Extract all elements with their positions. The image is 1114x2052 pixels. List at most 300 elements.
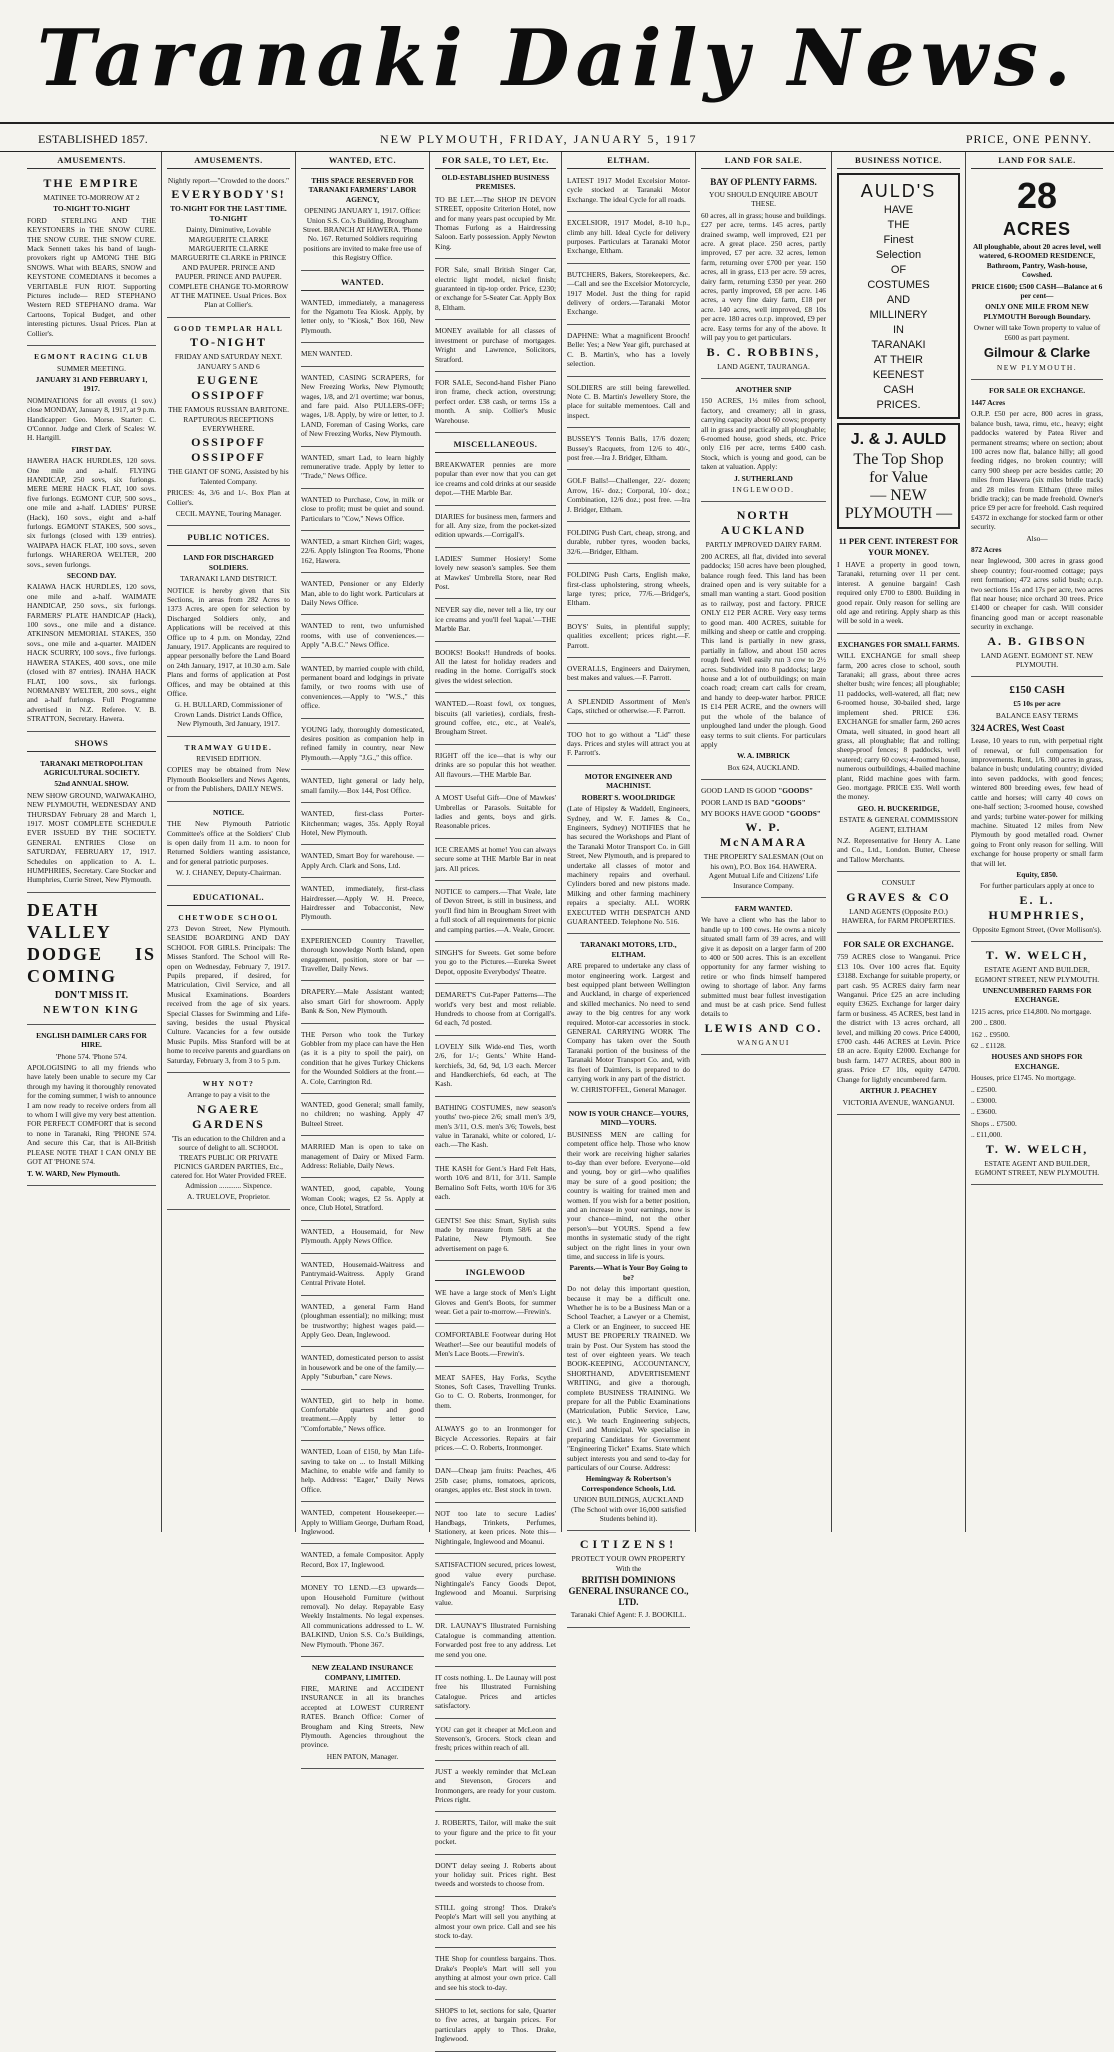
classified-ad-text: WANTED, a smart Kitchen Girl; wages, 22/6. Apply Islington Tea Rooms, 'Phone 162, Hawera.	[301, 536, 424, 565]
acres324-title: 324 ACRES, West Coast	[971, 723, 1065, 734]
gibson-title: FOR SALE OR EXCHANGE.	[988, 386, 1086, 396]
classified-ad-text: DEMARET'S Cut-Paper Patterns—The world's very best and most reliable. Hundreds to choose from at Corrigall's. 6d each, 7d posted.	[435, 990, 556, 1028]
lewis-name: LEWIS AND CO.	[704, 1020, 823, 1035]
motor-engineer-name: ROBERT S. WOOLDRIDGE	[581, 792, 676, 802]
classified-ad	[435, 323, 556, 372]
classified-ad-text: YOUNG lady, thoroughly domesticated, desires position as companion help in refined family in country, near New Plymouth.—Apply "J.G.," this office.	[301, 724, 424, 762]
baritone-line: THE FAMOUS RUSSIAN BARITONE. RAPTUROUS RECEPTIONS EVERYWHERE.	[168, 405, 289, 433]
classified-ad	[301, 576, 424, 615]
aulds-line: THE	[887, 219, 910, 231]
classified-ad	[435, 1722, 556, 1761]
classified-ad-text: WANTED, Loan of £150, by Man Life-saving to take on ... to Install Milking Machine, to enable wife and family to help. Address: "Eager," Daily News Office.	[301, 1447, 424, 1494]
farmers-labor-body: OPENING JANUARY 1, 1917. Office: Union S.S. Co.'s Building, Brougham Street. BRANCH AT HAWERA. 'Phone No. 167. Returned Soldiers requiring positions are invited to make free use of this Registry Office.	[302, 206, 423, 263]
classified-ad	[301, 661, 424, 719]
column-header: LAND FOR SALE.	[971, 152, 1103, 169]
classified-ad	[435, 1764, 556, 1813]
classified-ad-text: A SPLENDID Assortment of Men's Caps, stitched or otherwise.—F. Parrott.	[567, 696, 690, 716]
classified-ad-text: WANTED, CASING SCRAPERS, for New Freezing Works, New Plymouth; wages, 1/8, and 2/1 overtime; war bonus, and fare paid. Also PULLERS-OFF; wages, 1/8. Apply, by wire or letter, to J. LAND, Foreman of Casing Works, care of New Freezing Works, New Plymouth.	[301, 372, 424, 439]
cash150-sub: £5 10s per acre	[1013, 699, 1061, 709]
aulds-line: Finest	[883, 234, 914, 246]
newton-king: NEWTON KING	[43, 1004, 140, 1016]
aulds-ad	[837, 173, 960, 419]
racing-title: EGMONT RACING CLUB	[34, 352, 149, 362]
classified-ad	[435, 1421, 556, 1460]
aulds-line: OF	[890, 264, 907, 276]
classified-ad	[301, 1027, 424, 1094]
classified-ad	[435, 1213, 556, 1262]
tramway-title: TRAMWAY GUIDE.	[184, 742, 273, 752]
classified-ad	[435, 1900, 556, 1949]
motor-engineer-body: (Late of Hipsley & Waddell, Engineers, Sydney, and W. F. James & Co., Engineers, Sydney) NOTIFIES that he has secured the Workshops and Plant of the Taranaki Motor Transport Co. in Gill Street, New Plymouth, and is prepared to undertake all classes of motor and machinery repairs and overhaul. Cylinders bored and new pistons made. Milking and other farming machinery repairs a specialty. ALL WORK EXECUTED WITH DESPATCH AND GUARANTEED. Telephone No. 516.	[567, 804, 690, 926]
show-ad	[27, 756, 156, 893]
land-soldiers-body: NOTICE is hereby given that Six Sections, in areas from 282 Acres to 1373 Acres, are open for selection by Discharged Soldiers only, and Applications will be received at this Office up to 4 p.m. on Monday, 22nd January, 1917. Applicants are required to appear personally before the Land Board on 24th January, 1917, at 10.30 a.m. Sale Plans and forms of application at Post Offices, and may be obtained at this Office.	[167, 585, 290, 699]
chetwode-title: CHETWODE SCHOOL	[178, 912, 279, 922]
classified-ad-text: FOLDING Push Carts, English make, first-class upholstering, strong wheels, large tyres; price, 77/6.—Bridger's, Eltham.	[567, 570, 690, 608]
buckeridge-body: N.Z. Representative for Henry A. Lane and Co., Ltd., London. Butter, Cheese and Tallow Merchants.	[837, 835, 960, 864]
classified-ad-text: WANTED, domesticated person to assist in housework and be one of the family.—Apply "Suburban," care News.	[301, 1353, 424, 1382]
classified-ad-text: DIARIES for business men, farmers and for all. Any size, from the pocket-sized edition upwards.—Corrigall's.	[435, 511, 556, 540]
classified-ad	[435, 1285, 556, 1324]
taranaki-motors-body: ARE prepared to undertake any class of motor engineering work. Largest and best equipped plant between Wellington and Auckland, in charge of experienced and skilled mechanics. No need to send away to the big centres for any work required. Motor-car accessories in stock. GENERAL CARRYING WORK The Company has taken over the South Taranaki portion of the business of the Taranaki Motor Transport Co. and, with its fleet of Daimlers, is prepared to do carrying work in any part of the district.	[567, 961, 690, 1084]
classified-ad-text: BUTCHERS, Bakers, Storekeepers, &c. —Call and see the Excelsior Motorcycle, 1917 Model. Just the thing for rapid delivery of orders.—Taranaki Motor Exchange.	[567, 269, 690, 317]
classified-ad-text: THE Shop for countless bargains. Thos. Drake's People's Mart will sell you anything at almost your own price. Call and see his stock to-day.	[435, 1954, 556, 1992]
aulds-line: PRICES.	[876, 399, 921, 411]
classified-ad-text: WANTED, Pensioner or any Elderly Man, able to do light work. Particulars at Daily News Office.	[301, 579, 424, 607]
classified-ad	[435, 1039, 556, 1097]
show-body: NEW SHOW GROUND, WAIWAKAIHO, NEW PLYMOUTH, WEDNESDAY AND THURSDAY February 28 and March 1, 1917. MOST COMPLETE SCHEDULE EVER ISSUED BY THE SOCIETY. GENERAL ENTRIES Close on SATURDAY, FEBRUARY 17, 1917. Schedules on application to A. L. HUMPHRIES, Secretary. Care Stocker and Humphries, Currie Street, New Plymouth.	[27, 790, 156, 885]
ngaere-intro: Arrange to pay a visit to the	[187, 1090, 270, 1100]
first-day-label: FIRST DAY.	[71, 444, 112, 454]
sutherland-sub: INGLEWOOD.	[732, 484, 795, 494]
cash150-title: £150 CASH	[1009, 684, 1065, 697]
also-label: Also—	[1026, 533, 1048, 543]
classified-ad-text: WANTED, a Housemaid, for New Plymouth. Apply News Office.	[301, 1226, 424, 1246]
motor-engineer-title: MOTOR ENGINEER AND MACHINIST.	[584, 771, 673, 791]
classified-ad	[435, 987, 556, 1036]
eltham-list	[567, 173, 690, 766]
column-header: AMUSEMENTS.	[27, 152, 156, 169]
classified-ad-text: A MOST Useful Gift—One of Mawkes' Umbrellas or Parasols. Suitable for ladies and gents, boys and girls. Reasonable prices.	[435, 793, 556, 831]
ossipoff-ad	[167, 321, 290, 526]
price-row: .. £11,000.	[971, 1130, 1003, 1140]
aulds-line: KEENEST	[872, 369, 925, 381]
educational-header: EDUCATIONAL.	[167, 889, 290, 906]
classified-ad-text: WANTED, Smart Boy for warehouse. —Apply Arch. Clark and Sons, Ltd.	[301, 851, 424, 870]
classified-ad-text: WANTED to Purchase, Cow, in milk or close to profit; must be quiet and sound. Particulars to "Cow," News Office.	[301, 494, 424, 523]
acres872-label: 872 Acres	[971, 544, 1002, 554]
goods-ad	[701, 783, 826, 898]
houses-title: HOUSES AND SHOPS FOR EXCHANGE.	[991, 1052, 1083, 1071]
classified-ad-text: WANTED, immediately, a manageress for the Ngamotu Tea Kiosk. Apply, by letter only, to "Kiosk," Box 160, New Plymouth.	[301, 297, 424, 335]
classified-ad	[567, 727, 690, 766]
classified-ad-text: LADIES' Summer Hosiery! Some lovely new season's samples. See them at Mawkes' Umbrella Store, near Red Post.	[435, 553, 556, 591]
jj-auld-ad	[837, 423, 960, 529]
another-snip-ad	[701, 382, 826, 502]
land-soldiers-signature: G. H. BULLARD, Commissioner of Crown Lands. District Lands Office, New Plymouth, 3rd January, 1917.	[174, 700, 283, 729]
chetwode-ad	[167, 910, 290, 1074]
classified-ad-text: YOU can get it cheaper at McLeon and Stevenson's, Grocers. Stock clean and fresh; prices within reach of all.	[435, 1724, 556, 1753]
classified-ad-text: FOR Sale, small British Singer Car, electric light model, nickel finish; guaranteed in tip-top order. Price, £230; or exchange for 5-Seater Car. Apply Box 8, Eltham.	[435, 265, 556, 312]
daimler-signature: T. W. WARD, New Plymouth.	[27, 1168, 120, 1178]
giant-of-song: THE GIANT OF SONG, Assisted by his Talented Company.	[168, 467, 289, 486]
column-eltham	[562, 152, 696, 1620]
patriotic-notice	[167, 805, 290, 886]
unencumbered-title: UNENCUMBERED FARMS FOR EXCHANGE.	[982, 985, 1092, 1005]
graves-ad	[837, 875, 960, 933]
established-label: ESTABLISHED 1857.	[38, 132, 148, 146]
classified-ad	[435, 645, 556, 694]
aulds-line: IN	[893, 324, 904, 336]
racing-sub: SUMMER MEETING.	[57, 363, 126, 373]
acres28-price: PRICE £1600; £500 CASH—Balance at 6 per cent—	[971, 281, 1103, 301]
column-header: AMUSEMENTS.	[167, 152, 290, 169]
show-title: TARANAKI METROPOLITAN AGRICULTURAL SOCIETY.	[40, 758, 143, 777]
show-sub: 52nd ANNUAL SHOW.	[54, 779, 129, 789]
classified-ad-text: MEAT SAFES, Hay Forks, Scythe Stones, Soft Cases, Travelling Trunks. Go to C. O. Roberts, Ironmonger, for them.	[435, 1372, 556, 1410]
classified-ad-text: BOOKS! Books!! Hundreds of books. All the latest for holiday readers and reading in the home. Corrigall's stock gives the widest selection.	[435, 647, 556, 685]
for-sale-list	[435, 192, 556, 433]
classified-ad-text: WANTED, first-class Porter-Kitchenman; wages, 35s. Apply Royal Hotel, New Plymouth.	[301, 809, 424, 837]
nz-insurance-signature: HEN PATON, Manager.	[326, 1751, 399, 1761]
templar-hall: GOOD TEMPLAR HALL	[173, 323, 284, 333]
classified-ad	[567, 661, 690, 691]
classified-ad	[301, 1257, 424, 1296]
ngaere-ad	[167, 1076, 290, 1210]
classified-ad	[435, 790, 556, 839]
masthead	[0, 0, 1114, 122]
column-amusements-2	[162, 152, 296, 1532]
notice-signature: W. J. CHANEY, Deputy-Chairman.	[175, 868, 282, 878]
classified-ad-text: WANTED.—Roast fowl, ox tongues, biscuits (all varieties), cordials, fresh-ground coffee, etc., etc., at Veale's, Brougham Street.	[435, 699, 556, 737]
acres28-ad	[971, 173, 1103, 380]
farmers-labor-ad	[301, 173, 424, 271]
correspondence-school-ad	[567, 1106, 690, 1531]
hemingway-title: Hemingway & Robertson's Correspondence Schools, Ltd.	[581, 1474, 676, 1493]
peachey-name: ARTHUR J. PEACHEY	[859, 1086, 938, 1096]
goods-row-3: MY BOOKS HAVE GOOD "GOODS"	[701, 808, 821, 818]
robbins-name: B. C. ROBBINS,	[706, 344, 821, 359]
classified-ad	[301, 1181, 424, 1220]
classified-ad-text: SATISFACTION secured, prices lowest, good value every purchase. Nightingale's Fancy Goods Depot, Inglewood and Moanui. Surprising value.	[435, 1560, 556, 1607]
empire-ad	[27, 173, 156, 346]
farm-wanted-body: We have a client who has the labor to handle up to 100 cows. He owns a nicely situated small farm of 39 acres, and will give it as deposit on a larger farm of 200 to 400 or 500 acres. This is an excellent opportunity for any farmer wishing to retire or who finds himself hampered owing to shortage of labor. Any farms submitted must bear fullest investigation and must be at cash price. Send fullest details to	[701, 915, 826, 1019]
classified-ad	[435, 1463, 556, 1502]
classified-ad-text: WE have a large stock of Men's Light Gloves and Gent's Boots, for summer wear. Get a pair to-morrow.—Frewin's.	[435, 1288, 556, 1316]
empire-matinee: MATINEE TO-MORROW AT 2	[43, 193, 140, 202]
column-header: ELTHAM.	[567, 152, 690, 169]
classified-ad-text: DRAPERY.—Male Assistant wanted; also smart Girl for showroom. Apply Bank & Son, New Plymouth.	[301, 987, 424, 1016]
classified-ad-text: SINGH'S for Sweets. Get some before you go to the Pictures.—Eureka Sweet Depot, opposite Everybodys' Theatre.	[435, 947, 556, 976]
humphries-sub: Opposite Egmont Street, (Over Mollison's).	[972, 924, 1102, 934]
classified-ad	[435, 696, 556, 745]
classified-ad-text: TOO hot to go without a "Lid" these days. Prices and styles will attract you at F. Parrott's.	[567, 729, 690, 758]
classified-ad	[435, 551, 556, 600]
classified-ad-text: WANTED, light general or lady help, small family.—Box 144, Post Office.	[301, 776, 424, 795]
classified-ad-text: DR. LAUNAY'S Illustrated Furnishing Catalogue is commanding attention. Forwarded post free to any address. Let me send you one.	[435, 1621, 556, 1659]
jj-auld-title: J. & J. AULD	[850, 431, 947, 448]
business-premises-title: OLD-ESTABLISHED BUSINESS PREMISES.	[441, 173, 550, 192]
classified-ad	[301, 881, 424, 930]
classified-ad	[301, 933, 424, 982]
bdgi-title: BRITISH DOMINIONS GENERAL INSURANCE CO., LTD.	[568, 1575, 689, 1608]
column-for-sale	[430, 152, 562, 2044]
classified-ad	[435, 509, 556, 548]
classified-ad	[301, 295, 424, 344]
farmers-labor-title: THIS SPACE RESERVED FOR TARANAKI FARMERS' LABOR AGENCY,	[308, 176, 417, 204]
classified-ad-text: WANTED, a general Farm Hand (ploughman essential); no milking; must be trustworthy; highest wages paid.—Apply Geo. Dean, Inglewood.	[301, 1301, 424, 1339]
notice-title: NOTICE.	[212, 807, 244, 817]
gibson-sub: LAND AGENT. EGMONT ST. NEW PLYMOUTH.	[980, 650, 1094, 670]
land-soldiers-ad	[167, 550, 290, 736]
aulds-line: TARANAKI	[871, 339, 926, 351]
interest-ad	[837, 533, 960, 634]
second-day-label: SECOND DAY.	[66, 571, 117, 581]
classified-ad-text: MONEY available for all classes of investment or purchase of mortgages. Wright and Lawrence, Solicitors, Stratford.	[435, 326, 556, 364]
motor-engineer-ad	[567, 769, 690, 935]
classified-ad-text: RIGHT off the ice—that is why our drinks are so popular this hot weather. All flavours.—THE Marble Bar.	[435, 750, 556, 779]
wanted-header: WANTED.	[301, 274, 424, 291]
column-amusements-1	[22, 152, 162, 1532]
classified-ad-text: COMFORTABLE Footwear during Hot Weather!—See our beautiful models of Men's Lace Boots.—Frewin's.	[435, 1330, 556, 1359]
classified-ad	[435, 375, 556, 433]
humphries-name: E. L. HUMPHRIES,	[988, 892, 1086, 922]
classified-ad	[435, 1161, 556, 1210]
classified-ad-text: THE Person who took the Turkey Gobbler from my place can have the Hen (as it is a pity to spoil the pair), on condition that he gives Turkey Chickens for the Wounded Soldiers at the front.—A. Cole, Carrington Rd.	[301, 1029, 424, 1086]
column-land-for-sale-2	[966, 152, 1108, 1532]
classified-ad-text: WANTED, Housemaid-Waitress and Pantrymaid-Waitress. Apply Grand Central Private Hotel.	[301, 1259, 424, 1288]
imbrick-name: W. A. IMBRICK	[736, 751, 791, 761]
classified-ad	[435, 1506, 556, 1555]
classified-ad	[301, 346, 424, 366]
aulds-title: AULD'S	[860, 181, 937, 201]
north-auckland-ad	[701, 505, 826, 780]
bop-intro: YOU SHOULD ENQUIRE ABOUT THESE.	[708, 190, 818, 209]
column-header: BUSINESS NOTICE.	[837, 152, 960, 169]
aulds-line: AT THEIR	[874, 354, 923, 366]
classified-ad	[435, 945, 556, 984]
classified-ad-text: THE KASH for Gent.'s Hard Felt Hats, worth 10/6 and 8/11, for 3/11. Sample Bernalino Soft Felts, worth 10/6 for 3/6 each.	[435, 1163, 556, 1202]
shows-header: SHOWS	[27, 735, 156, 752]
citizens-body: PROTECT YOUR OWN PROPERTY With the	[571, 1554, 686, 1573]
classified-ad	[301, 618, 424, 657]
welch-sub: ESTATE AGENT AND BUILDER, EGMONT STREET, NEW PLYMOUTH.	[974, 965, 1100, 984]
price-row: 62 .. £1128.	[971, 1041, 1006, 1050]
classified-ad-text: WANTED, immediately, first-class Hairdresser.—Apply W. H. Preece, Hairdresser and Tobacconist, New Plymouth.	[301, 884, 424, 922]
unencumbered-list	[971, 1007, 1103, 1051]
sutherland-name: J. SUTHERLAND	[734, 473, 793, 483]
taranaki-motors-title: TARANAKI MOTORS, LTD., ELTHAM.	[580, 940, 677, 959]
price-row: .. £3000.	[971, 1096, 997, 1106]
tramway-revised: REVISED EDITION.	[196, 754, 261, 764]
empire-body: FORD STERLING AND THE KEYSTONERS in THE SNOW CURE. THE SNOW CURE. THE SNOW CURE. Mack Sennett takes his band of laugh-provokers right up AMONG THE BIG SNOWS. What with BEARS, SNOW and KEYSTONE COMEDIANS it becomes a VERITABLE FUN RIOT. Supporting Pictures include— RED STEPHANO Western RED STEPHANO drama. War Cartoons, Topical Budget, and other interesting pictures. Usual Prices. Plan at Collier's.	[27, 215, 156, 338]
gilmour-name: Gilmour & Clarke	[983, 345, 1091, 361]
interest-body: I HAVE a property in good town, Taranaki, returning over 11 per cent. interest. A genuine bargain! Cash required only £700 to £800. Building in good repair. Only reason for selling are old age and retiring. Apply sharp as this will be sold in a week.	[837, 560, 960, 626]
imbrick-sub: Box 624, AUCKLAND.	[727, 762, 800, 772]
price-row: 1215 acres, price £14,800. No mortgage.	[971, 1006, 1092, 1016]
daimler-ad	[27, 1028, 156, 1186]
interest-title: 11 PER CENT. INTEREST FOR YOUR MONEY.	[838, 536, 959, 557]
classified-ad-text: FOR SALE, Second-hand Fisher Piano iron frame, check action, overstrung; perfect order. £38 cash, or terms 15s a month. A snip. Collier's Music Warehouse.	[435, 377, 556, 425]
chetwode-body: 273 Devon Street, New Plymouth. SEASIDE BOARDING AND DAY SCHOOL FOR GIRLS. Principals: The Misses Stanford. The School will Re-open on Wednesday, February 7, 1917. Pupils prepared, if desired, for Matriculation, Civil Service, and all Musical Examinations. Boarders received from the age of six years. Special Classes for Swimming and Life-saving, besides the usual Physical Culture. Vacancies for a few outside Music Pupils. Miss Stanford will be at home to receive parents and guardians on Saturday, February 3, from 3 to 5 p.m.	[167, 923, 290, 1065]
welch-sub-2: ESTATE AGENT AND BUILDER, EGMONT STREET, NEW PLYMOUTH.	[974, 1158, 1100, 1178]
classified-ad	[435, 884, 556, 942]
bdgi-signature: Taranaki Chief Agent: F. J. BOOKILL.	[570, 1610, 687, 1620]
acres28-body: All ploughable, about 20 acres level, well watered, 6-ROOMED RESIDENCE, Bathroom, Pantry, Wash-house, Cowshed.	[973, 242, 1101, 280]
classified-ad	[567, 328, 690, 377]
classified-ad-text: SOLDIERS are still being farewelled. Note C. B. Martin's Jewellery Store, the place for suitable mementoes. Call and inspect.	[567, 382, 690, 420]
nightly-report: Nightly report—"Crowded to the doors."	[167, 176, 290, 185]
classified-ad	[567, 694, 690, 724]
price-row: 162 .. £9500.	[971, 1029, 1010, 1039]
nz-insurance-ad	[301, 1660, 424, 1769]
notice-body: THE New Plymouth Patriotic Committee's office at the Soldiers' Club is open daily from 11 a.m. to noon for Returned Soldiers wanting assistance, and for general patriotic purposes.	[167, 819, 290, 866]
welch-name-2: T. W. WELCH,	[985, 1141, 1089, 1156]
death-valley-ad	[27, 896, 156, 1025]
classified-ad	[301, 1350, 424, 1389]
classified-ad	[301, 984, 424, 1023]
classified-ad	[301, 1224, 424, 1254]
classified-ad	[435, 457, 556, 506]
column-header: LAND FOR SALE.	[701, 152, 826, 169]
classified-ad-text: EXPERIENCED Country Traveller, thorough knowledge North Island, open engagement, position, store or bar —Traveller, Daily News.	[301, 935, 424, 973]
classified-ad	[301, 1580, 424, 1657]
na-body: 200 ACRES, all flat, divided into several paddocks; 150 acres have been ploughed, balance rough feed. This land has been drained open and is very suitable for a small man wanting a start. Good position as to railway, post and factory. PRICE ONLY £12 PER ACRE. Very easy terms to good man. 400 ACRES, suitable for milking and sheep or cattle and cropping. This land is partially in new grass, partially in fallow, and about 150 acres rough feed. Well easily run 3 cow to 2½ acres. Subdivided into 8 paddocks; large house and a lot of outbuildings; on main coach road; cream cart calls for cream, and handy to deep-water harbor. PRICE IS £14 PER ACRE, and the owners will put the whole of the balance of unploughed land under the plough. Good easy terms to suit clients. For particulars apply	[701, 551, 826, 749]
second-day-body: KAIAWA HACK HURDLES, 120 sovs, one mile and a-half. WAIMATE HANDICAP, 250 sovs., six furlongs. FARMERS' PLATE HANDICAP (Hack), 100 sovs., one mile and a distance. ATKINSON MEMORIAL STAKES, 350 sovs., one mile and a-quarter. MAIDEN HACK SCURRY, 100 sovs., five furlongs. HAWERA STAKES, 400 sovs., one mile (closed with 87 entries). INAHA HACK FLAT, 100 sovs., six furlongs. NORMANBY WELTER, 200 sovs., eight and a-half furlongs. Full Programme advertised in N.Z. Referee. V. B. STRATTON, Secretary. Hawera.	[27, 582, 156, 724]
bay-of-plenty-ad	[701, 173, 826, 379]
aulds-lines	[843, 203, 954, 413]
classified-ad	[301, 773, 424, 803]
classified-ad	[435, 1670, 556, 1719]
hemingway-body: UNION BUILDINGS, AUCKLAND (The School with over 16,000 satisfied Students behind it).	[571, 1495, 686, 1523]
aulds-line: COSTUMES	[867, 279, 930, 291]
classified-ad	[435, 1557, 556, 1615]
peachey-title: FOR SALE OR EXCHANGE.	[843, 939, 954, 950]
small-farms-title: EXCHANGES FOR SMALL FARMS.	[837, 639, 960, 649]
classified-ad-text: MONEY TO LEND.—£3 upwards—upon Household Furniture (without removal). No delay. Repayable Easy Weekly Instalments. No legal expenses. All communications addressed to L. W. BALKIND, Union S.S. Co.'s Buildings, New Plymouth. 'Phone 367.	[301, 1583, 424, 1649]
gibson-ad	[971, 383, 1103, 677]
wanted-list	[301, 295, 424, 1657]
classified-ad-text: DAPHNE: What a magnificent Brooch! Belle: Yes; a New Year gift, purchased at C. B. Martin's, who has a lovely selection.	[567, 330, 690, 369]
price-row: 200 .. £800.	[971, 1018, 1007, 1028]
classified-ad	[435, 192, 556, 259]
classified-ad	[567, 267, 690, 325]
classified-ad-text: LATEST 1917 Model Excelsior Motor-cycle stocked at Taranaki Motor Exchange. The ideal Cycle for all roads.	[567, 176, 690, 204]
classified-ad	[435, 1100, 556, 1158]
classified-ad	[301, 806, 424, 845]
classified-ad	[567, 567, 690, 616]
classified-ad	[301, 1299, 424, 1348]
classified-ad-text: J. ROBERTS, Tailor, will make the suit to your figure and the price to fit your pocket.	[435, 1818, 556, 1847]
classified-ad-text: WANTED, a female Compositor. Apply Record, Box 17, Inglewood.	[301, 1550, 424, 1569]
inglewood-header: INGLEWOOD	[435, 1264, 556, 1281]
na-sub: PARTLY IMPROVED DAIRY FARM.	[705, 540, 822, 550]
chance-title: NOW IS YOUR CHANCE—YOURS, MIND—YOURS.	[568, 1108, 689, 1128]
graves-sub: LAND AGENTS (Opposite P.O.) HAWERA, for FARM PROPERTIES.	[841, 906, 956, 925]
snip-body: 150 ACRES, 1½ miles from school, factory, and creamery; all in grass, carrying capacity about 60 cows; property all in grass and practically all ploughable; 6-roomed house, good sheds, etc. Price only £16 per acre, terms £400 cash. Stock, which is young and good, can be taken at valuation. Apply:	[701, 396, 826, 472]
consult-label: CONSULT	[881, 878, 916, 888]
mcnamara-name: W. P. McNAMARA	[719, 820, 808, 850]
inglewood-list	[435, 1285, 556, 2052]
classified-ad	[567, 380, 690, 429]
lewis-sub: WANGANUI	[737, 1037, 790, 1047]
everybodys-tonight: TO-NIGHT FOR THE LAST TIME. TO-NIGHT	[170, 204, 287, 223]
parents-title: Parents.—What is Your Boy Going to be?	[569, 1263, 688, 1282]
classified-ad-text: EXCELSIOR, 1917 Model, 8-10 h.p., climb any hill. Ideal Cycle for delivery purposes. Particulars at Taranaki Motor Exchange, Eltham.	[567, 218, 690, 256]
empire-title: THE EMPIRE	[43, 176, 140, 190]
classified-ad	[567, 173, 690, 212]
classified-ad	[301, 722, 424, 771]
classified-ad-text: DON'T delay seeing J. Roberts about your holiday suit. Prices right. Best tweeds and worsteds to choose from.	[435, 1860, 556, 1889]
jj-auld-sub: The Top Shop for Value	[853, 451, 944, 486]
robbins-sub: LAND AGENT, TAURANGA.	[717, 361, 810, 371]
classified-ad	[435, 2003, 556, 2052]
classified-ad	[301, 1139, 424, 1178]
jj-auld-town: — NEW PLYMOUTH —	[844, 487, 953, 522]
classified-ad-text: GOLF Balls!—Challenger, 22/- dozen; Arrow, 16/- doz.; Corporal, 10/- doz.; Combination, 12/6 doz.; post free. —Ira J. Bridger, Eltham.	[567, 476, 690, 514]
racing-body: NOMINATIONS for all events (1 sov.) close MONDAY, January 8, 1917, at 9 p.m. Handicapper: Geo. Morse. Starter: C. O'Connor. Judge and Clerk of Scales: W. H. Hartgill.	[27, 395, 156, 443]
classified-ad-text: SHOPS to let, sections for sale, Quarter to five acres, at bargain prices. For particulars apply to Thos. Drake, Inglewood.	[435, 2006, 556, 2044]
classified-ad	[301, 1097, 424, 1136]
classified-ad-text: WANTED, good, capable, Young Woman Cook; wages, £2 5s. Apply at once, Club Hotel, Stratford.	[301, 1184, 424, 1213]
classified-ad-text: OVERALLS, Engineers and Dairymen, best makes and values.—F. Parrott.	[567, 664, 690, 683]
price-row: .. £2500.	[971, 1084, 997, 1094]
peachey-ad	[837, 936, 960, 1115]
tramway-ad	[167, 740, 290, 802]
graves-name: GRAVES & CO	[846, 889, 951, 904]
classified-ad	[301, 492, 424, 531]
classified-ad-text: MARRIED Man is open to take on management of Dairy or Mixed Farm. Address: Reliable, Daily News.	[301, 1142, 424, 1171]
classified-ad-text: STILL going strong! Thos. Drake's People's Mart will sell you anything at almost your own price. Call and see his stock to-day.	[435, 1902, 556, 1941]
classified-ad	[301, 1505, 424, 1544]
acres28-word: ACRES	[1002, 219, 1071, 239]
acres28-location: ONLY ONE MILE FROM NEW PLYMOUTH Borough Boundary.	[983, 302, 1091, 321]
classified-ad-text: BUSSEY'S Tennis Balls, 17/6 dozen; Bussey's Racquets, from 12/6 to 40/-, post free.—Ira J. Bridger, Eltham.	[567, 434, 690, 462]
chance-body: BUSINESS MEN are calling for competent office help. Those who know their work are receiving higher salaries to-day than ever before. Everyone—old and young, boy or girl—who qualifies may be sure of a good position; the country is waiting for trained men and women. If you wish for a better position, and an increase in your earnings, now is your chance—mind, not the other person's—but YOURS. Spend a few months in systematic study of the right subject on the right lines in your own time, and success in life is yours.	[567, 1129, 690, 1261]
classified-ad-text: GENTS! See this: Smart, Stylish suits made by measure from 58/6 at the Palatine, New Plymouth. See advertisement on page 6.	[435, 1215, 556, 1253]
price-row: Shops .. £7500.	[971, 1118, 1017, 1128]
column-header: WANTED, ETC.	[301, 152, 424, 169]
price-row: Houses, price £1745. No mortgage.	[971, 1073, 1076, 1083]
aulds-line: HAVE	[883, 204, 914, 216]
classified-ad	[435, 1858, 556, 1897]
taranaki-motors-ad	[567, 937, 690, 1103]
aulds-line: CASH	[883, 384, 914, 396]
classified-ad-text: TO BE LET.—The SHOP IN DEVON STREET, opposite Criterion Hotel, now and for many years past occupied by Mr. Thomas Furlong as a Hairdressing Saloon. Early possession. Apply Newton King.	[435, 194, 556, 251]
classified-ad	[435, 1370, 556, 1419]
classified-ad-text: BREAKWATER pennies are more popular than ever now that you can get ice creams and cold drinks at our seaside depot.—THE Marble Bar.	[435, 459, 556, 498]
land-soldiers-sub: TARANAKI LAND DISTRICT.	[180, 574, 277, 584]
columns	[22, 152, 1108, 2044]
goods-row-2: POOR LAND IS BAD "GOODS"	[701, 797, 806, 807]
classified-ad	[435, 602, 556, 641]
acres1447-label: 1447 Acres	[971, 397, 1006, 407]
classified-ad	[301, 534, 424, 573]
classified-ad-text: NEVER say die, never tell a lie, try our ice creams and you'll feel 'kapai.'—THE Marble Bar.	[435, 605, 556, 634]
classified-ad	[567, 525, 690, 564]
classified-ad	[567, 215, 690, 264]
classified-ad-text: ALWAYS go to an Ironmonger for Bicycle Accessories. Repairs at fair prices.—C. O. Roberts, Ironmonger.	[435, 1424, 556, 1452]
british-dominions-ad	[567, 1534, 690, 1627]
classified-ad-text: WANTED, by married couple with child, permanent board and lodgings in private family, or two rooms with use of conveniences.—Apply to "W.S.," this office.	[301, 663, 424, 711]
daimler-body: APOLOGISING to all my friends who have lately been unable to secure my Car through my having it thoroughly renovated for the coming summer, I wish to announce I am now ready to receive orders from all to whom I will give my very best attention. FOR PERFECT COMFORT that is second to none in Taranaki, Ring 'PHONE 574. And secure this Car, that is All-British PLEASE NOTE THAT I CAN ONLY BE GOT AT 'PHONE 574.	[27, 1063, 156, 1167]
farm-wanted-title: FARM WANTED.	[734, 903, 793, 913]
templar-tonight: TO-NIGHT	[189, 335, 268, 350]
classified-ad-text: WANTED, smart Lad, to learn highly remunerative trade. Apply by letter to "Trade," News Office.	[301, 452, 424, 481]
classified-ad-text: WANTED, girl to help in home. Comfortable quarters and good treatment.—Apply by letter to "Comfortable," News office.	[301, 1395, 424, 1433]
miscellaneous-list	[435, 457, 556, 1261]
bop-title: BAY OF PLENTY FARMS.	[710, 177, 817, 187]
equity-note: For further particulars apply at once to	[979, 881, 1095, 891]
